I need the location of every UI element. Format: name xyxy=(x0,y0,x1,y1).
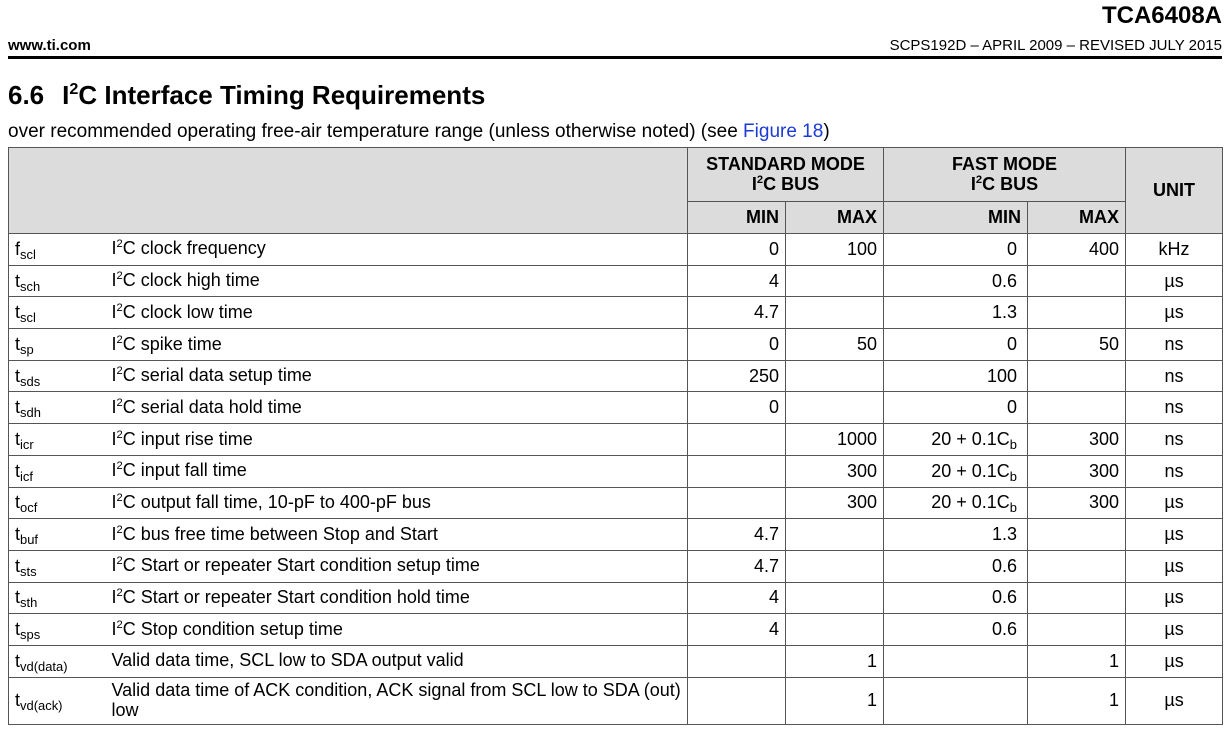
symbol-letter: t xyxy=(15,524,21,545)
parameter-description xyxy=(106,297,688,329)
parameter-symbol xyxy=(9,614,106,646)
fast-max-cell xyxy=(1028,234,1126,266)
std-min-value: 0 xyxy=(768,397,779,418)
fast-max-cell xyxy=(1028,424,1126,456)
table-row xyxy=(9,677,1223,724)
fast-min-value: 0 xyxy=(1007,238,1018,259)
table-row xyxy=(9,297,1223,329)
fast-max-value: 300 xyxy=(1088,460,1120,481)
fast-max-value: 1 xyxy=(1109,690,1120,711)
parameter-description xyxy=(106,645,688,677)
std-max-cell xyxy=(786,582,884,614)
header-fast-max: MAX xyxy=(1028,202,1126,234)
fast-min-value: 100 xyxy=(986,365,1018,386)
std-min-value: 0 xyxy=(768,238,779,259)
bus-sup: 2 xyxy=(756,173,764,186)
std-max-cell xyxy=(786,392,884,424)
i2c-sup: 2 xyxy=(116,618,123,631)
std-max-cell xyxy=(786,487,884,519)
header-standard-mode xyxy=(688,148,884,202)
fast-max-value: 50 xyxy=(1099,333,1120,354)
description-text: C Start or repeater Start condition setup time xyxy=(122,555,480,576)
description-text: Valid data time of ACK condition, ACK signal from SCL low to SDA (out) low xyxy=(111,679,681,720)
description-text: C serial data setup time xyxy=(122,365,312,386)
unit-value: µs xyxy=(1164,555,1184,576)
fast-min-subscript: b xyxy=(1009,436,1018,452)
fast-min-value: 20 + 0.1C xyxy=(931,428,1010,449)
std-min-value: 0 xyxy=(768,333,779,354)
unit-value: µs xyxy=(1164,587,1184,608)
parameter-description xyxy=(106,360,688,392)
symbol-subscript: icr xyxy=(20,436,34,452)
fast-max-cell xyxy=(1028,582,1126,614)
std-min-cell xyxy=(688,297,786,329)
unit-cell xyxy=(1126,645,1223,677)
symbol-letter: t xyxy=(15,397,21,418)
table-row xyxy=(9,329,1223,361)
parameter-symbol xyxy=(9,360,106,392)
unit-value: µs xyxy=(1164,650,1184,671)
fast-min-cell xyxy=(884,424,1028,456)
header-std-max: MAX xyxy=(786,202,884,234)
parameter-description xyxy=(106,329,688,361)
unit-value: µs xyxy=(1164,619,1184,640)
parameter-description xyxy=(106,487,688,519)
timing-requirements-table xyxy=(8,147,1223,725)
fast-mode-label: FAST MODE xyxy=(952,154,1058,175)
fast-min-cell xyxy=(884,677,1028,724)
fast-min-subscript: b xyxy=(1009,468,1018,484)
i2c-i: I xyxy=(111,301,117,322)
unit-value: µs xyxy=(1164,270,1184,291)
table-row xyxy=(9,582,1223,614)
table-row xyxy=(9,392,1223,424)
unit-value: ns xyxy=(1164,397,1184,418)
parameter-description xyxy=(106,519,688,551)
unit-cell xyxy=(1126,424,1223,456)
std-max-value: 50 xyxy=(856,333,878,354)
parameter-description xyxy=(106,582,688,614)
parameter-description xyxy=(106,550,688,582)
fast-max-cell xyxy=(1028,297,1126,329)
fast-max-value: 1 xyxy=(1109,650,1120,671)
fast-max-cell xyxy=(1028,519,1126,551)
symbol-letter: t xyxy=(15,587,21,608)
fast-min-cell xyxy=(884,487,1028,519)
std-max-cell xyxy=(786,297,884,329)
table-row xyxy=(9,265,1223,297)
section-title-sup: 2 xyxy=(69,80,79,99)
section-title-i: I xyxy=(62,80,70,110)
subtitle-end: ) xyxy=(823,121,830,142)
fast-min-value: 0.6 xyxy=(991,270,1018,291)
description-text: C output fall time, 10-pF to 400-pF bus xyxy=(122,491,431,512)
unit-value: ns xyxy=(1164,460,1184,481)
table-row xyxy=(9,360,1223,392)
fast-min-cell xyxy=(884,550,1028,582)
std-max-cell xyxy=(786,519,884,551)
fast-min-value: 1.3 xyxy=(991,524,1018,545)
symbol-letter: t xyxy=(15,460,21,481)
highlight-mark xyxy=(931,460,1018,484)
std-min-cell xyxy=(688,677,786,724)
std-min-cell xyxy=(688,582,786,614)
i2c-i: I xyxy=(111,555,117,576)
fast-min-subscript: b xyxy=(1009,500,1018,516)
i2c-sup: 2 xyxy=(116,333,123,346)
std-min-cell xyxy=(688,645,786,677)
i2c-i: I xyxy=(111,460,117,481)
i2c-i: I xyxy=(111,491,117,512)
bus-label: C BUS xyxy=(763,173,820,194)
highlight-mark xyxy=(15,460,33,484)
unit-value: µs xyxy=(1164,690,1184,711)
i2c-sup: 2 xyxy=(116,492,123,505)
std-max-value: 300 xyxy=(846,492,878,513)
unit-cell xyxy=(1126,487,1223,519)
standard-mode-label: STANDARD MODE xyxy=(706,154,865,175)
std-max-value: 300 xyxy=(846,460,878,481)
std-min-value: 4.7 xyxy=(753,524,779,545)
std-min-cell xyxy=(688,265,786,297)
header-blank xyxy=(9,148,688,234)
bus-sup: 2 xyxy=(975,173,983,186)
fast-min-cell xyxy=(884,455,1028,487)
fast-max-cell xyxy=(1028,677,1126,724)
std-max-value: 1 xyxy=(867,690,878,711)
i2c-sup: 2 xyxy=(116,301,123,314)
symbol-subscript: vd(ack) xyxy=(20,698,63,713)
i2c-sup: 2 xyxy=(116,238,123,251)
header-unit: UNIT xyxy=(1126,148,1223,234)
unit-cell xyxy=(1126,392,1223,424)
parameter-symbol xyxy=(9,582,106,614)
section-title xyxy=(8,80,485,111)
std-min-value: 4 xyxy=(768,619,779,640)
description-text: C Start or repeater Start condition hold time xyxy=(122,587,470,607)
symbol-subscript: ocf xyxy=(20,500,38,516)
subtitle-text: over recommended operating free-air temperature range (unless otherwise noted) (see xyxy=(8,121,744,142)
header-std-min: MIN xyxy=(688,202,786,234)
i2c-i: I xyxy=(111,618,117,639)
parameter-description xyxy=(106,392,688,424)
fast-max-cell xyxy=(1028,645,1126,677)
fast-min-cell xyxy=(884,519,1028,551)
unit-value: µs xyxy=(1164,524,1184,545)
symbol-subscript: sps xyxy=(20,626,41,642)
fast-min-cell xyxy=(884,234,1028,266)
table-row xyxy=(9,645,1223,677)
i2c-i: I xyxy=(111,523,117,544)
unit-value: ns xyxy=(1164,365,1184,386)
fast-min-value: 0.6 xyxy=(991,587,1018,608)
fast-min-cell xyxy=(884,582,1028,614)
symbol-letter: t xyxy=(15,492,21,513)
bus-i: I xyxy=(751,173,757,194)
unit-cell xyxy=(1126,329,1223,361)
unit-value: µs xyxy=(1164,302,1184,323)
symbol-subscript: sts xyxy=(20,563,37,579)
unit-cell xyxy=(1126,519,1223,551)
symbol-subscript: sdh xyxy=(20,405,41,421)
description-text: C input fall time xyxy=(122,460,247,481)
parameter-symbol xyxy=(9,645,106,677)
table-row xyxy=(9,234,1223,266)
description-text: C input rise time xyxy=(122,428,253,449)
std-max-value: 1000 xyxy=(836,428,878,449)
fast-max-cell xyxy=(1028,360,1126,392)
unit-cell xyxy=(1126,614,1223,646)
parameter-symbol xyxy=(9,519,106,551)
fast-min-cell xyxy=(884,645,1028,677)
fast-min-cell xyxy=(884,392,1028,424)
fast-max-cell xyxy=(1028,455,1126,487)
parameter-symbol xyxy=(9,329,106,361)
symbol-letter: t xyxy=(15,690,21,711)
std-min-cell xyxy=(688,614,786,646)
symbol-subscript: buf xyxy=(20,531,39,547)
std-max-cell xyxy=(786,550,884,582)
parameter-symbol xyxy=(9,297,106,329)
unit-value: ns xyxy=(1164,333,1184,354)
std-max-cell xyxy=(786,329,884,361)
std-min-cell xyxy=(688,234,786,266)
fast-max-cell xyxy=(1028,392,1126,424)
std-max-value: 1 xyxy=(867,650,878,671)
std-min-value: 4 xyxy=(768,270,779,291)
symbol-letter: t xyxy=(15,365,21,386)
document-revision-info: SCPS192D – APRIL 2009 – REVISED JULY 2015 xyxy=(889,37,1222,54)
fast-min-cell xyxy=(884,360,1028,392)
std-min-cell xyxy=(688,360,786,392)
table-row xyxy=(9,614,1223,646)
table-row xyxy=(9,455,1223,487)
std-min-cell xyxy=(688,487,786,519)
parameter-description xyxy=(106,424,688,456)
description-text: C clock high time xyxy=(122,270,260,291)
part-number: TCA6408A xyxy=(1101,2,1222,29)
i2c-i: I xyxy=(111,365,117,386)
std-max-cell xyxy=(786,234,884,266)
table-row xyxy=(9,424,1223,456)
table-row xyxy=(9,519,1223,551)
std-min-value: 250 xyxy=(748,365,779,386)
fast-max-cell xyxy=(1028,265,1126,297)
unit-cell xyxy=(1126,455,1223,487)
i2c-i: I xyxy=(111,270,117,291)
section-number: 6.6 xyxy=(8,80,45,110)
symbol-letter: f xyxy=(15,238,21,259)
parameter-description xyxy=(106,265,688,297)
std-max-cell xyxy=(786,455,884,487)
description-text: C spike time xyxy=(122,333,222,354)
symbol-subscript: vd(data) xyxy=(20,658,68,674)
unit-value: kHz xyxy=(1158,238,1190,259)
description-text: Valid data time, SCL low to SDA output valid xyxy=(111,650,464,671)
header-divider xyxy=(8,56,1222,59)
symbol-letter: t xyxy=(15,428,21,449)
header-fast-mode xyxy=(884,148,1126,202)
description-text: C serial data hold time xyxy=(122,396,302,417)
unit-cell xyxy=(1126,297,1223,329)
website-link[interactable]: www.ti.com xyxy=(8,37,91,54)
description-text: C clock low time xyxy=(122,301,253,322)
std-max-cell xyxy=(786,677,884,724)
unit-cell xyxy=(1126,550,1223,582)
fast-min-cell xyxy=(884,614,1028,646)
std-min-cell xyxy=(688,329,786,361)
std-max-cell xyxy=(786,360,884,392)
symbol-subscript: scl xyxy=(20,310,36,326)
i2c-sup: 2 xyxy=(116,396,123,409)
section-subtitle xyxy=(8,121,830,143)
fast-max-value: 300 xyxy=(1088,492,1120,513)
symbol-letter: t xyxy=(15,555,21,576)
unit-value: µs xyxy=(1164,492,1184,513)
std-min-value: 4.7 xyxy=(753,302,779,323)
std-max-cell xyxy=(786,265,884,297)
unit-cell xyxy=(1126,234,1223,266)
fast-max-cell xyxy=(1028,329,1126,361)
parameter-symbol xyxy=(9,550,106,582)
std-min-cell xyxy=(688,424,786,456)
symbol-subscript: scl xyxy=(20,246,36,262)
fast-max-cell xyxy=(1028,550,1126,582)
parameter-symbol xyxy=(9,677,106,724)
symbol-letter: t xyxy=(15,650,21,671)
i2c-i: I xyxy=(111,587,117,607)
i2c-i: I xyxy=(111,428,117,449)
table-row xyxy=(9,550,1223,582)
bus-label: C BUS xyxy=(982,173,1039,194)
fast-min-value: 20 + 0.1C xyxy=(931,492,1010,513)
std-min-cell xyxy=(688,455,786,487)
fast-min-value: 0 xyxy=(1007,333,1018,354)
std-max-cell xyxy=(786,645,884,677)
parameter-symbol xyxy=(9,424,106,456)
i2c-sup: 2 xyxy=(116,523,123,536)
highlight-mark xyxy=(1089,461,1119,481)
std-min-value: 4.7 xyxy=(753,555,779,576)
fast-min-cell xyxy=(884,265,1028,297)
fast-min-cell xyxy=(884,329,1028,361)
i2c-sup: 2 xyxy=(116,270,123,283)
fast-min-value: 0 xyxy=(1007,397,1018,418)
std-min-cell xyxy=(688,519,786,551)
parameter-description xyxy=(106,677,688,724)
parameter-symbol xyxy=(9,265,106,297)
fast-min-value: 1.3 xyxy=(991,302,1018,323)
std-min-cell xyxy=(688,550,786,582)
fast-min-value: 0.6 xyxy=(991,619,1018,640)
parameter-description xyxy=(106,234,688,266)
figure-18-link[interactable]: Figure 18 xyxy=(743,121,824,142)
fast-min-value: 20 + 0.1C xyxy=(931,460,1010,481)
i2c-i: I xyxy=(111,396,117,417)
std-max-cell xyxy=(786,614,884,646)
parameter-symbol xyxy=(9,392,106,424)
i2c-sup: 2 xyxy=(116,365,123,378)
i2c-sup: 2 xyxy=(116,428,123,441)
parameter-symbol xyxy=(9,234,106,266)
section-title-text: C Interface Timing Requirements xyxy=(78,80,486,110)
fast-max-cell xyxy=(1028,614,1126,646)
header-fast-min: MIN xyxy=(884,202,1028,234)
i2c-sup: 2 xyxy=(116,460,123,473)
fast-max-value: 300 xyxy=(1088,428,1120,449)
fast-max-cell xyxy=(1028,487,1126,519)
i2c-sup: 2 xyxy=(116,587,123,600)
unit-value: ns xyxy=(1164,428,1184,449)
symbol-subscript: sth xyxy=(20,595,38,611)
std-max-cell xyxy=(786,424,884,456)
symbol-subscript: sch xyxy=(20,278,41,294)
i2c-sup: 2 xyxy=(116,555,123,568)
std-max-value: 100 xyxy=(846,238,878,259)
symbol-letter: t xyxy=(15,270,21,291)
unit-cell xyxy=(1126,677,1223,724)
table-row xyxy=(9,487,1223,519)
unit-cell xyxy=(1126,265,1223,297)
bus-i: I xyxy=(970,173,976,194)
unit-cell xyxy=(1126,582,1223,614)
symbol-subscript: sds xyxy=(20,373,41,389)
symbol-letter: t xyxy=(15,619,21,640)
highlight-mark xyxy=(1165,461,1184,481)
fast-min-value: 0.6 xyxy=(991,555,1018,576)
highlight-mark xyxy=(112,460,247,480)
fast-min-cell xyxy=(884,297,1028,329)
symbol-subscript: sp xyxy=(20,341,34,357)
parameter-description xyxy=(106,455,688,487)
description-text: C clock frequency xyxy=(122,238,266,259)
symbol-letter: t xyxy=(15,333,21,354)
parameter-symbol xyxy=(9,487,106,519)
unit-cell xyxy=(1126,360,1223,392)
parameter-description xyxy=(106,614,688,646)
parameter-symbol xyxy=(9,455,106,487)
symbol-subscript: icf xyxy=(20,468,33,484)
fast-max-value: 400 xyxy=(1088,238,1120,259)
description-text: C Stop condition setup time xyxy=(122,618,343,639)
std-min-cell xyxy=(688,392,786,424)
symbol-letter: t xyxy=(15,302,21,323)
std-min-value: 4 xyxy=(768,587,779,608)
i2c-i: I xyxy=(111,238,117,259)
i2c-i: I xyxy=(111,333,117,354)
description-text: C bus free time between Stop and Start xyxy=(122,523,438,544)
